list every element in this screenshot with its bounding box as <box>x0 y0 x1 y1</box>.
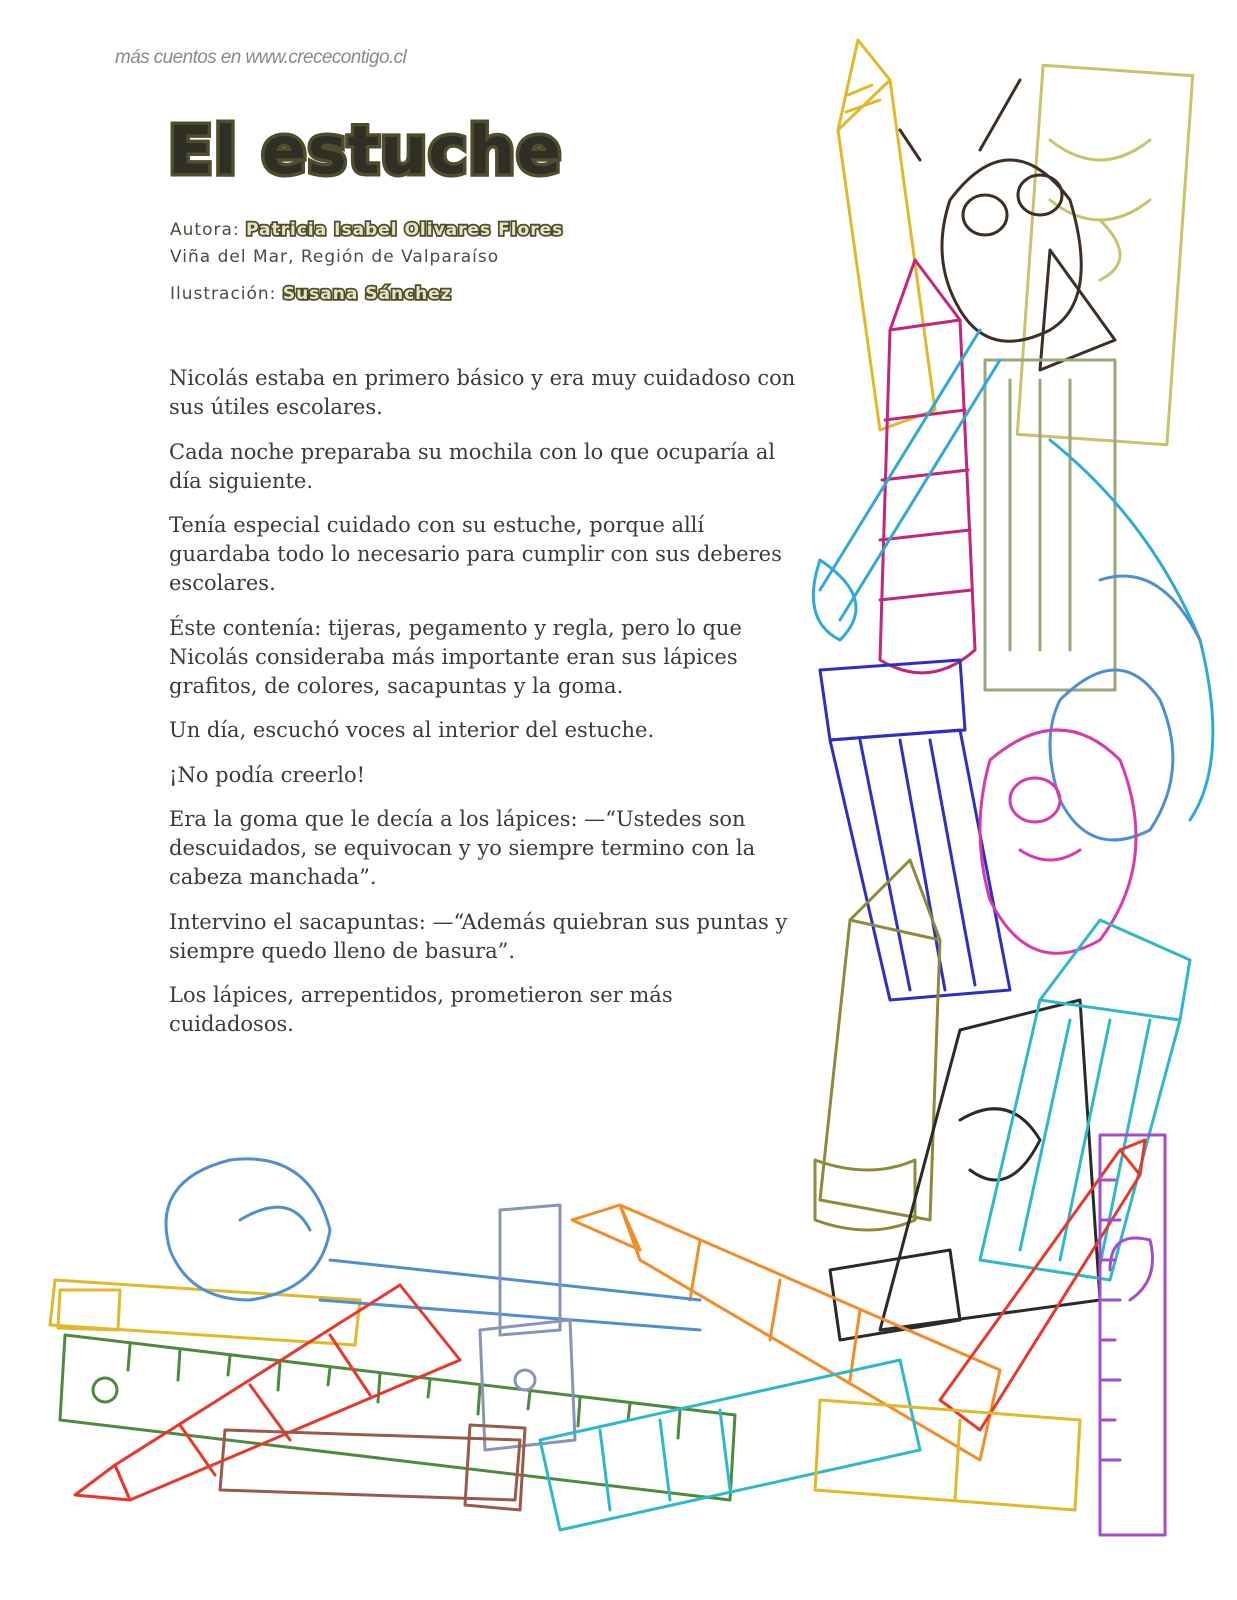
red-pencil-bottom-icon <box>75 1285 460 1500</box>
story-paragraph: Éste contenía: tijeras, pegamento y regla, pero lo que Nicolás consideraba más importante eran sus lápices grafitos, de colores, sacapuntas y la goma. <box>169 615 742 698</box>
story-paragraph: Era la goma que le decía a los lápices: —“Ustedes son descuidados, se equivocan y yo siempre termino con la cabeza manchada”. <box>169 807 756 889</box>
story-paragraph: Tenía especial cuidado con su estuche, porque allí guardaba todo lo necesario para cumplir con sus deberes escolares. <box>169 513 782 595</box>
orange-pencil-icon <box>572 1205 1000 1460</box>
brown-pencil-icon <box>220 1425 525 1510</box>
magenta-pencil-icon <box>880 260 975 673</box>
location-line: Viña del Mar, Región de Valparaíso <box>170 247 500 267</box>
illustration-label: Ilustración: <box>170 284 277 304</box>
green-ruler-icon <box>60 1335 735 1500</box>
blue-scissors-bottom-icon <box>166 1159 700 1330</box>
story-paragraph: Un día, escuchó voces al interior del estuche. <box>169 718 655 742</box>
story-paragraph: Los lápices, arrepentidos, prometieron ser más cuidadosos. <box>169 983 673 1036</box>
website-link[interactable]: más cuentos en www.crececontigo.cl <box>115 47 407 68</box>
blue-scissors-icon <box>1050 576 1200 840</box>
yellow-pencil-icon <box>838 40 935 430</box>
glue-tube-icon <box>985 360 1115 690</box>
illustrator-name: Susana Sánchez <box>282 284 452 304</box>
yellow-eraser-icon <box>815 1400 1080 1510</box>
pink-eraser-character-icon <box>980 730 1136 953</box>
teal-glue-stick-icon <box>980 920 1190 1280</box>
story-paragraph: Intervino el sacapuntas: —“Además quiebran sus puntas y siempre quedo lleno de basura”. <box>169 909 788 963</box>
teal-pencil-bottom-icon <box>540 1360 920 1530</box>
glue-stick-icon <box>1017 65 1192 445</box>
story-paragraph: Nicolás estaba en primero básico y era muy cuidadoso con sus útiles escolares. <box>169 366 796 419</box>
story-title: El estuche <box>168 112 563 189</box>
cyan-scissors-icon <box>813 330 1213 820</box>
author-name: Patricia Isabel Olivares Flores <box>246 220 564 240</box>
author-label: Autora: <box>170 220 240 240</box>
gray-sharpener-icon <box>480 1205 575 1450</box>
story-paragraph: ¡No podía creerlo! <box>169 762 366 787</box>
sharpener-character-icon <box>900 80 1115 370</box>
story-paragraph: Cada noche preparaba su mochila con lo que ocuparía al día siguiente. <box>169 439 776 493</box>
red-pencil-icon <box>940 1140 1145 1430</box>
